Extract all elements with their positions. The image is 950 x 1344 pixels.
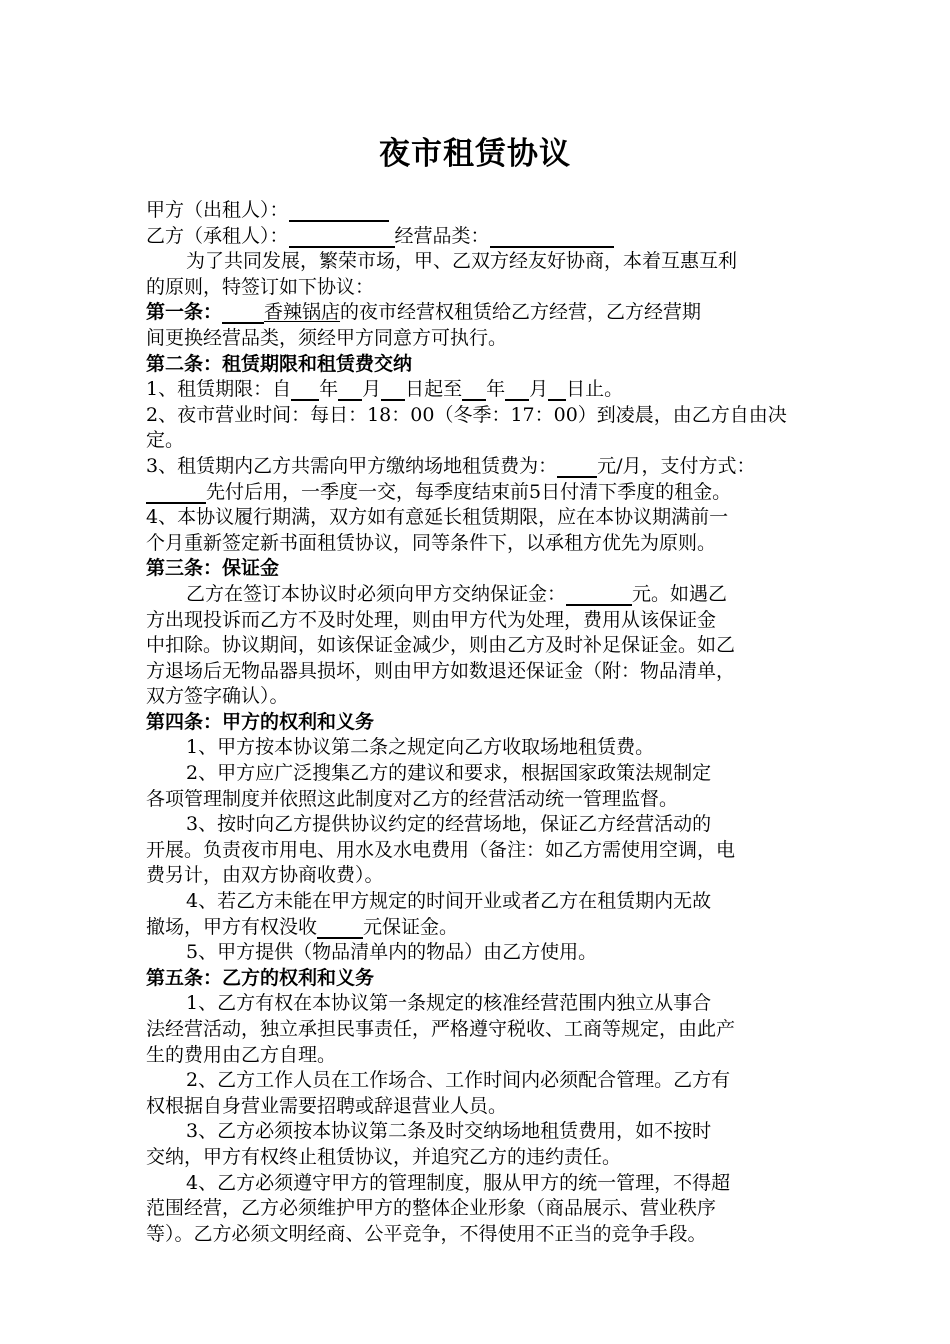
article-1-line: 间更换经营品类，须经甲方同意方可执行。 — [146, 326, 508, 349]
blank-underline[interactable] — [317, 915, 363, 939]
category-label: 经营品类： — [394, 224, 490, 247]
text-span: 撤场，甲方有权没收 — [146, 915, 318, 938]
blank-underline[interactable] — [338, 377, 362, 401]
article-5-line: 权根据自身营业需要招聘或辞退营业人员。 — [146, 1094, 508, 1117]
document-title: 夜市租赁协议 — [379, 136, 571, 172]
blank-underline[interactable] — [505, 377, 529, 401]
article-5-line: 4、乙方必须遵守甲方的管理制度，服从甲方的统一管理，不得超 — [186, 1171, 731, 1194]
text-span: 月 — [362, 378, 382, 401]
article-4-line: 4、若乙方未能在甲方规定的时间开业或者乙方在租赁期内无故 — [186, 890, 712, 913]
article-4-line: 2、甲方应广泛搜集乙方的建议和要求，根据国家政策法规制定 — [186, 762, 712, 785]
text-span: 日起至 — [405, 378, 463, 401]
blank-underline[interactable] — [146, 480, 206, 504]
deposit-line — [146, 582, 810, 608]
blank-underline[interactable] — [222, 300, 264, 324]
article-5-line: 2、乙方工作人员在工作场合、工作时间内必须配合管理。乙方有 — [186, 1069, 731, 1092]
text-span: 月 — [529, 378, 549, 401]
party-a-label: 甲方（出租人）： — [146, 199, 289, 221]
text-span: 元保证金。 — [363, 915, 459, 938]
shop-name: 香辣锅店 — [264, 301, 341, 324]
text-span: 元/月，支付方式： — [597, 454, 756, 477]
article-1-heading: 第一条： — [146, 301, 223, 324]
category-blank[interactable] — [490, 224, 614, 248]
text-span: 日止。 — [566, 378, 624, 401]
article-5-line: 交纳，甲方有权终止租赁协议，并追究乙方的违约责任。 — [146, 1145, 622, 1168]
party-b-label: 乙方（承租人）： — [146, 224, 289, 247]
intro-line: 的原则，特签订如下协议： — [146, 275, 375, 298]
article-4-line: 5、甲方提供（物品清单内的物品）由乙方使用。 — [186, 941, 598, 964]
article-5-heading: 第五条：乙方的权利和义务 — [146, 966, 375, 989]
blank-underline[interactable] — [566, 582, 632, 606]
article-5-line: 3、乙方必须按本协议第二条及时交纳场地租赁费用，如不按时 — [186, 1120, 712, 1143]
text-span: 1、租赁期限：自 — [146, 378, 292, 401]
document-body — [146, 198, 810, 1247]
article-1-text: 的夜市经营权租赁给乙方经营，乙方经营期 — [340, 301, 702, 324]
blank-underline[interactable] — [291, 377, 319, 401]
article-5-line: 1、乙方有权在本协议第一条规定的核准经营范围内独立从事合 — [186, 992, 712, 1015]
text-span: 元。如遇乙 — [632, 582, 728, 605]
blank-underline[interactable] — [548, 377, 566, 401]
article-4-line — [146, 915, 810, 941]
article-5-line: 等）。乙方必须文明经商、公平竞争，不得使用不正当的竞争手段。 — [146, 1222, 707, 1245]
article-4-line: 开展。负责夜市用电、用水及水电费用（备注：如乙方需使用空调，电 — [146, 838, 736, 861]
blank-underline[interactable] — [381, 377, 405, 401]
article-5-line: 范围经营，乙方必须维护甲方的整体企业形象（商品展示、营业秩序 — [146, 1197, 717, 1220]
party-a-blank[interactable] — [289, 198, 389, 222]
article-5-line: 生的费用由乙方自理。 — [146, 1043, 337, 1066]
article-4-line: 3、按时向乙方提供协议约定的经营场地，保证乙方经营活动的 — [186, 813, 712, 836]
article-4-heading: 第四条：甲方的权利和义务 — [146, 710, 375, 733]
rent-line — [146, 454, 810, 480]
text-span: 3、租赁期内乙方共需向甲方缴纳场地租赁费为： — [146, 454, 558, 477]
article-1-line — [146, 300, 810, 326]
party-a-line — [146, 198, 810, 224]
deposit-line: 中扣除。协议期间，如该保证金减少，则由乙方及时补足保证金。如乙 — [146, 634, 736, 657]
party-b-line — [146, 224, 810, 250]
article-3-heading: 第三条：保证金 — [146, 557, 280, 580]
intro-line: 为了共同发展，繁荣市场，甲、乙双方经友好协商，本着互惠互利 — [186, 250, 738, 273]
text-span: 先付后用，一季度一交，每季度结束前5日付清下季度的租金。 — [206, 480, 732, 503]
party-b-blank[interactable] — [289, 224, 395, 248]
hours-line: 2、夜市营业时间：每日：18：00（冬季：17：00）到凌晨，由乙方自由决 — [146, 403, 787, 426]
blank-underline[interactable] — [462, 377, 486, 401]
article-4-line: 费另计，由双方协商收费）。 — [146, 864, 384, 887]
text-span: 乙方在签订本协议时必须向甲方交纳保证金： — [186, 582, 567, 605]
lease-period-line — [146, 377, 810, 403]
deposit-line: 方退场后无物品器具损坏，则由甲方如数退还保证金（附：物品清单， — [146, 659, 736, 682]
renewal-line: 4、本协议履行期满，双方如有意延长租赁期限，应在本协议期满前一 — [146, 506, 729, 529]
article-4-line: 1、甲方按本协议第二条之规定向乙方收取场地租赁费。 — [186, 736, 655, 759]
article-2-heading: 第二条：租赁期限和租赁费交纳 — [146, 352, 413, 375]
article-4-line: 各项管理制度并依照这此制度对乙方的经营活动统一管理监督。 — [146, 787, 679, 810]
renewal-line: 个月重新签定新书面租赁协议，同等条件下，以承租方优先为原则。 — [146, 531, 717, 554]
rent-line — [146, 480, 810, 506]
deposit-line: 方出现投诉而乙方不及时处理，则由甲方代为处理，费用从该保证金 — [146, 608, 717, 631]
text-span: 年 — [319, 378, 339, 401]
text-span: 年 — [486, 378, 506, 401]
blank-underline[interactable] — [557, 454, 597, 478]
deposit-line: 双方签字确认）。 — [146, 685, 289, 708]
article-5-line: 法经营活动，独立承担民事责任，严格遵守税收、工商等规定，由此产 — [146, 1018, 736, 1040]
hours-line: 定。 — [146, 429, 185, 452]
